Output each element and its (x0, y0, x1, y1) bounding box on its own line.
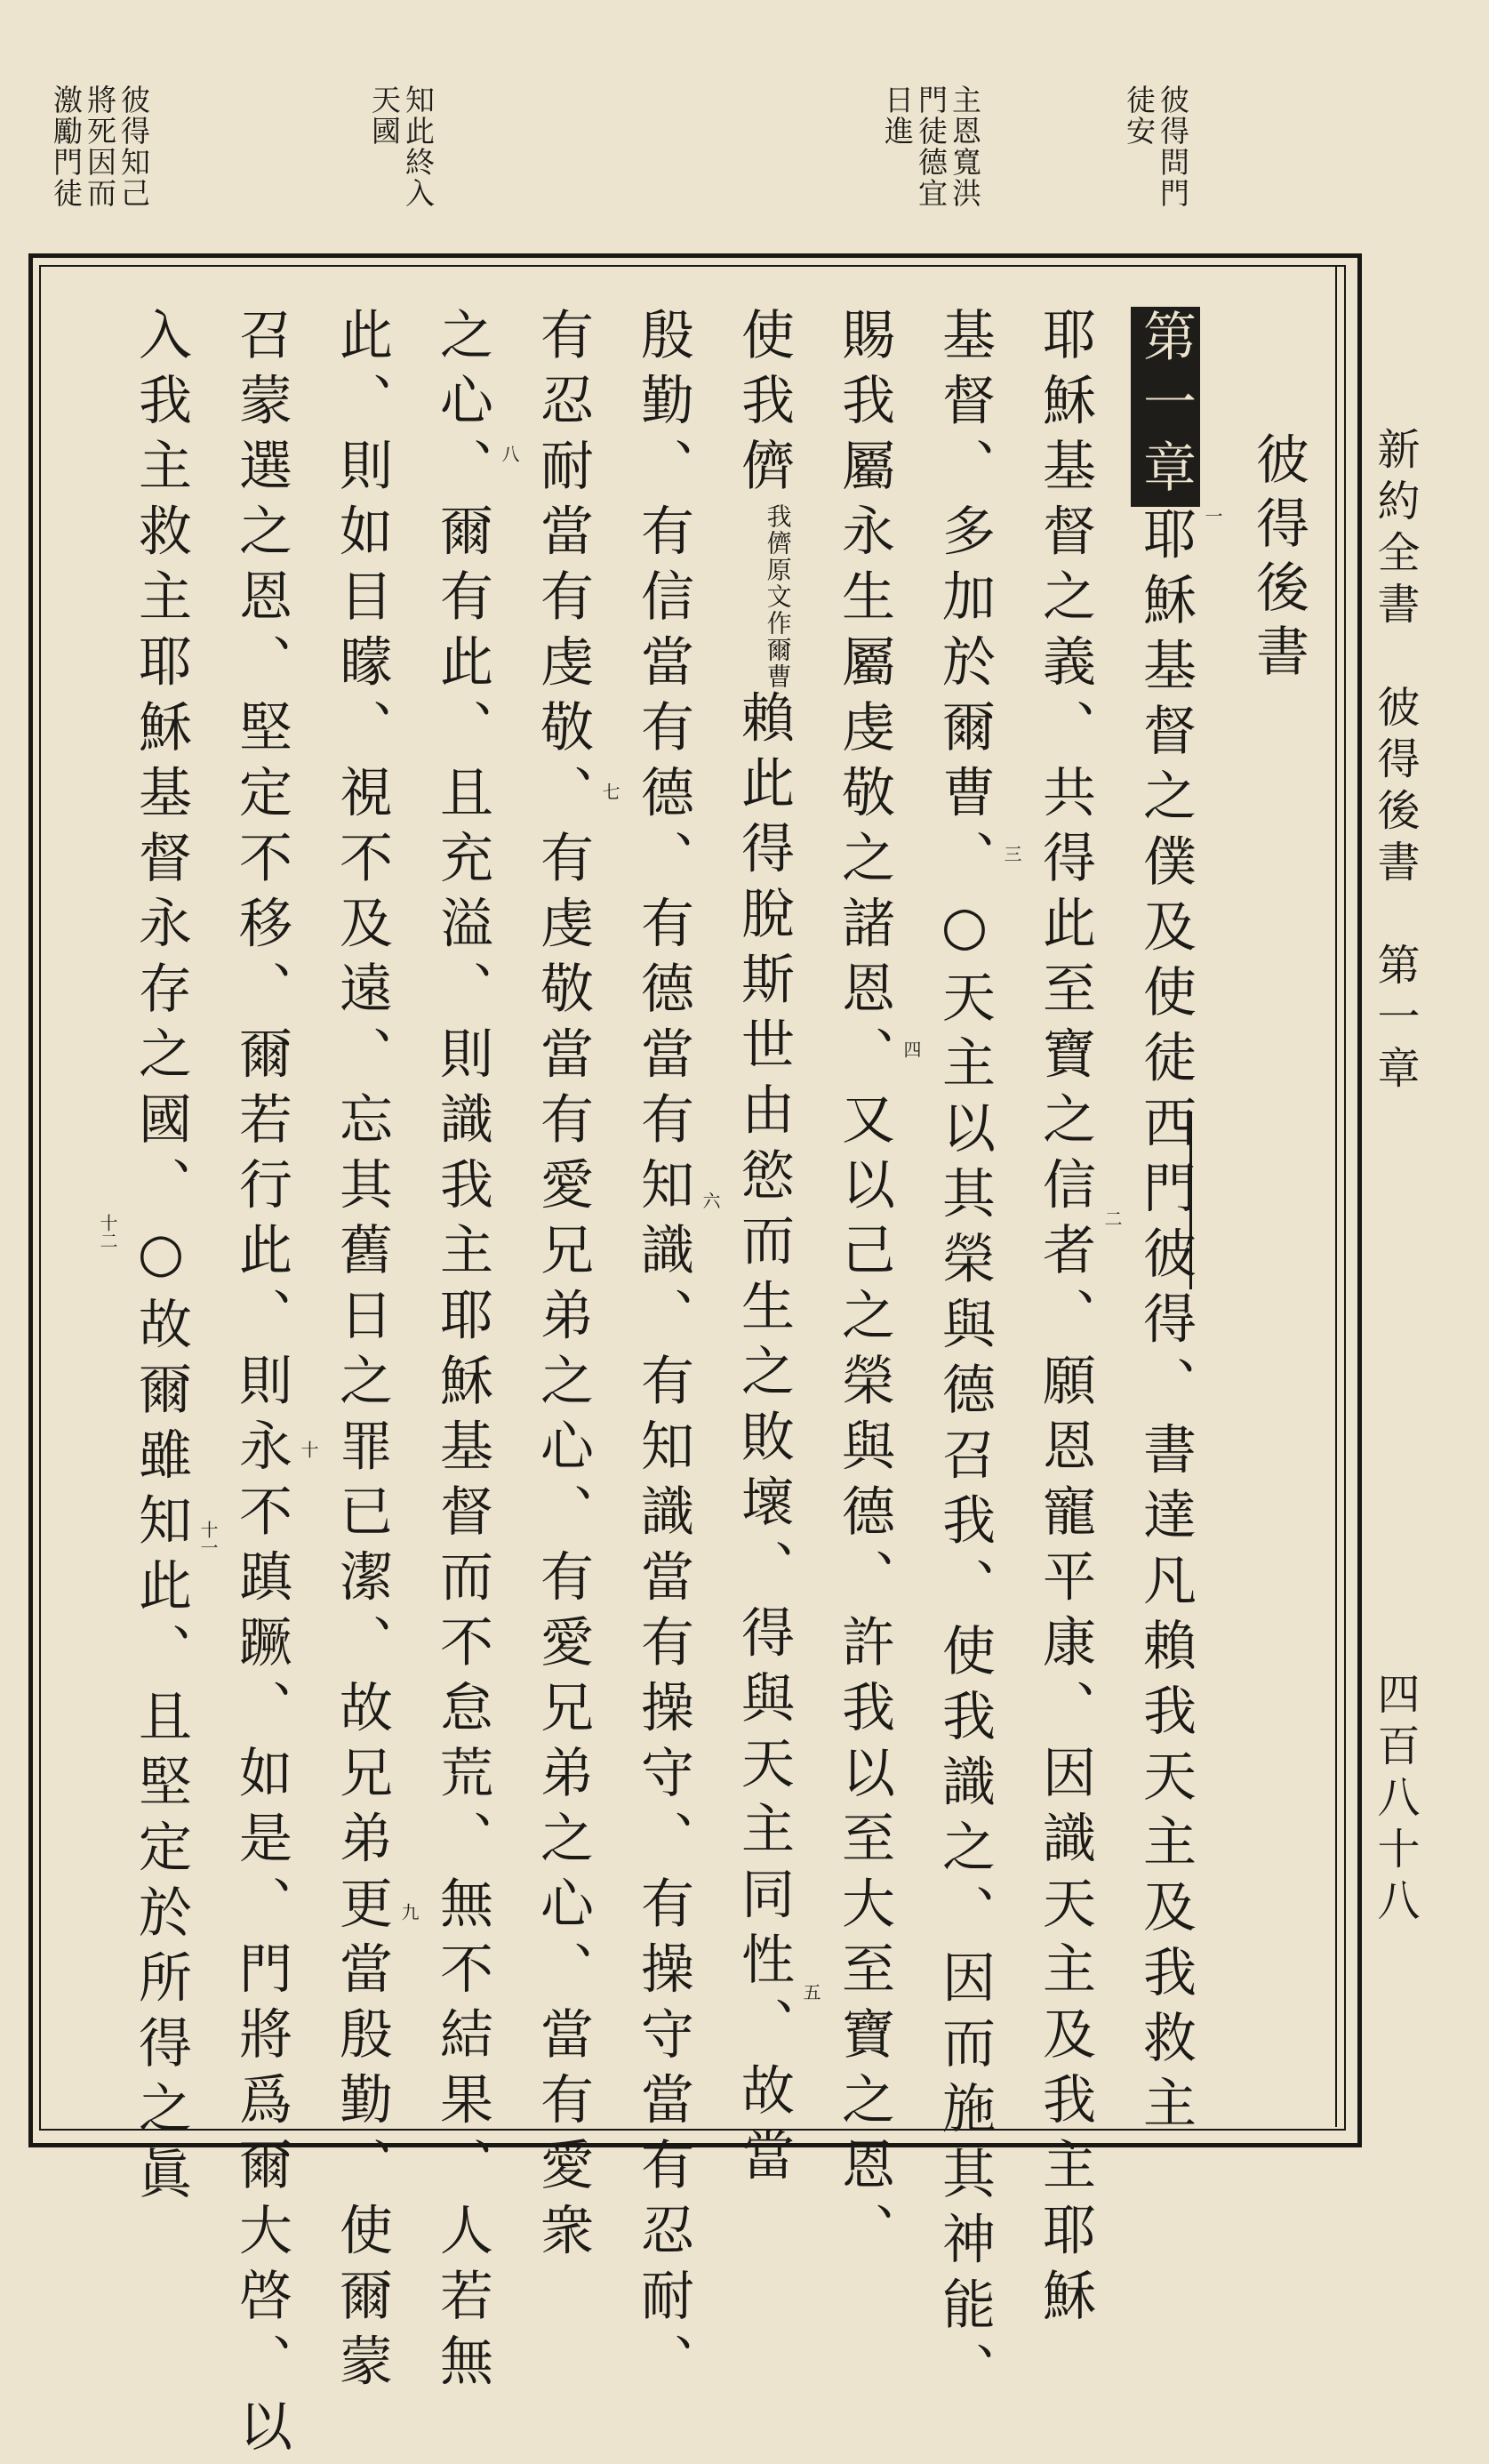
text-column-8: 之心、爾有此、且充溢、則識我主耶穌基督而不怠荒、無不結果、人若無 (431, 307, 493, 2398)
margin-note-peter-greeting (1122, 84, 1189, 209)
running-head: 新約全書 彼得後書 第一章 (1370, 427, 1420, 1097)
margin-note-line: 將死因而 (83, 84, 117, 209)
verse-ref: 五 (800, 1983, 821, 2001)
text-column-7: 有忍耐當有虔敬、有虔敬當有愛兄弟之心、有愛兄弟之心、當有愛衆 (532, 307, 594, 2267)
margin-note-line: 彼得知己 (116, 84, 151, 209)
verse-ref: 三 (1001, 845, 1022, 863)
margin-note-line: 日進 (880, 84, 915, 147)
inline-note-line: 作爾曹 (763, 609, 793, 690)
column-separator (1335, 265, 1337, 2127)
margin-note-kingdom (367, 84, 435, 209)
text-column-4: 賜我屬永生屬虔敬之諸恩、又以己之榮與德、許我以至大至寶之恩、 (833, 307, 895, 2267)
verse-ref: 六 (700, 1192, 721, 1209)
column-text: 賴此得脫斯世由慾而生之敗壞、得與天主同性、故當 (732, 689, 795, 2193)
chapter-badge: 第一章 (1131, 307, 1200, 507)
page-number: 四百八十八 (1370, 1672, 1420, 1930)
verse-ref: 九 (398, 1903, 420, 1921)
margin-note-line: 門徒德宜 (914, 84, 949, 209)
column-text: 耶穌基督之僕及使徒西門彼得、書達凡賴我天主及我救主 (1134, 506, 1197, 2140)
verse-ref: 八 (499, 445, 520, 462)
text-column-11: 入我主救主耶穌基督永存之國、○故爾雖知此、且堅定於所得之眞 (130, 307, 192, 2211)
inline-note (764, 503, 792, 690)
book-title: 彼得後書 (1247, 431, 1309, 687)
text-column-10: 召蒙選之恩、堅定不移、爾若行此、則永不蹎蹶、如是、門將爲爾大啓、以 (230, 307, 292, 2464)
margin-note-line: 激勵門徒 (49, 84, 84, 209)
margin-note-line: 彼得問門 (1156, 84, 1190, 209)
verse-ref: 四 (901, 1040, 922, 1058)
margin-note-line: 主恩寬洪 (948, 84, 982, 209)
text-column-1 (1127, 307, 1204, 2140)
verse-ref: 十一 (197, 1521, 219, 1556)
text-column-9: 此、則如目矇、視不及遠、忘其舊日之罪已潔、故兄弟更當殷勤、使爾蒙 (331, 307, 393, 2398)
margin-note-line: 知此終入 (401, 84, 436, 209)
margin-note-line: 徒安 (1122, 84, 1157, 147)
verse-ref: 七 (599, 783, 620, 800)
verse-ref: 十二 (97, 1214, 118, 1249)
text-column-5 (725, 307, 802, 2193)
verse-ref: 一 (1202, 507, 1223, 525)
margin-note-grace (880, 84, 981, 209)
verse-ref: 十 (298, 1441, 319, 1458)
margin-note-death (49, 84, 150, 209)
verse-ref: 二 (1101, 1209, 1123, 1227)
margin-note-line: 天國 (367, 84, 402, 147)
column-text: 使我儕 (732, 307, 795, 503)
inline-note-line: 我儕原文 (763, 502, 793, 610)
text-column-3: 基督、多加於爾曹、○天主以其榮與德召我、使我識之、因而施其神能、 (933, 307, 996, 2407)
text-column-2: 耶穌基督之義、共得此至寶之信者、願恩寵平康、因識天主及我主耶穌 (1034, 307, 1096, 2333)
text-column-6: 殷勤、有信當有德、有德當有知識、有知識當有操守、有操守當有忍耐、 (632, 307, 694, 2398)
